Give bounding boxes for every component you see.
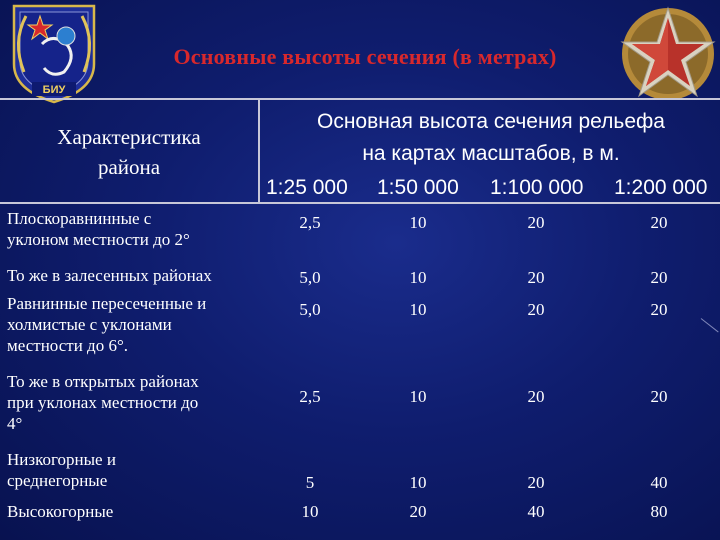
header-characteristic — [0, 122, 258, 182]
row-label-line: местности до 6°. — [7, 336, 128, 355]
table-row-label — [7, 501, 113, 522]
header-main-line: на картах масштабов, в м. — [362, 142, 620, 165]
row-label-line: среднегорные — [7, 471, 108, 490]
header-divider — [258, 100, 260, 202]
table-cell: 20 — [527, 387, 545, 406]
university-emblem-icon — [2, 2, 106, 104]
table-cell: 20 — [527, 473, 545, 492]
header-main — [262, 106, 720, 170]
table-cell: 5 — [305, 473, 315, 492]
row-label-line: Высокогорные — [7, 502, 114, 521]
red-star-emblem-icon — [618, 4, 718, 104]
table-cell: 20 — [527, 213, 545, 232]
row-label-line: Плоскоравнинные с — [7, 209, 152, 228]
table-cell: 2,5 — [299, 213, 321, 232]
table-cell: 20 — [527, 300, 545, 319]
table-cell: 5,0 — [299, 268, 321, 287]
table-row-label — [7, 265, 212, 286]
table-cell: 40 — [527, 502, 545, 521]
header-characteristic-line: Характеристика — [57, 125, 201, 149]
table-cell: 10 — [409, 473, 427, 492]
table-cell: 20 — [409, 502, 427, 521]
decorative-line — [701, 318, 719, 332]
page-title: Основные высоты сечения (в метрах) — [173, 44, 557, 69]
table-row-label — [7, 293, 206, 356]
row-label-line: холмистые с уклонами — [7, 315, 172, 334]
table-cell: 20 — [527, 268, 545, 287]
scale-50000: 1:50 000 — [377, 176, 459, 199]
row-label-line: 4° — [7, 414, 23, 433]
row-label-line: Низкогорные и — [7, 450, 116, 469]
scale-25000: 1:25 000 — [266, 176, 348, 199]
scale-200000: 1:200 000 — [614, 176, 708, 199]
header-characteristic-line: района — [97, 155, 161, 179]
row-label-line: уклоном местности до 2° — [7, 230, 190, 249]
table-cell: 80 — [650, 502, 668, 521]
scale-100000: 1:100 000 — [490, 176, 584, 199]
row-label-line: То же в открытых районах — [7, 372, 199, 391]
table-cell: 40 — [650, 473, 668, 492]
table-cell: 10 — [409, 268, 427, 287]
table-cell: 20 — [650, 300, 668, 319]
table-row-label — [7, 449, 116, 491]
table-cell: 20 — [650, 387, 668, 406]
table-cell: 20 — [650, 213, 668, 232]
table-cell: 5,0 — [299, 300, 321, 319]
table-cell: 10 — [301, 502, 319, 521]
table-row-label — [7, 371, 199, 434]
header-bottom-border — [0, 202, 720, 204]
table-row-label — [7, 208, 190, 250]
table-cell: 10 — [409, 300, 427, 319]
table-cell: 2,5 — [299, 387, 321, 406]
table-cell: 10 — [409, 387, 427, 406]
svg-text:БИУ: БИУ — [42, 84, 66, 96]
table-cell: 10 — [409, 213, 427, 232]
table-top-border — [0, 98, 720, 100]
row-label-line: То же в залесенных районах — [7, 266, 212, 285]
header-main-line: Основная высота сечения рельефа — [317, 110, 665, 133]
row-label-line: Равнинные пересеченные и — [7, 294, 207, 313]
row-label-line: при уклонах местности до — [7, 393, 199, 412]
table-cell: 20 — [650, 268, 668, 287]
